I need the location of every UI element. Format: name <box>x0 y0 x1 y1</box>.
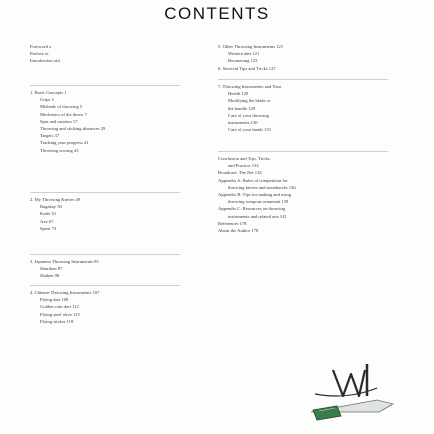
toc-entry[interactable]: Shaken 98 <box>40 273 60 279</box>
section-divider <box>30 254 180 255</box>
toc-entry[interactable]: Appendix B: Tips for making and using <box>218 192 291 197</box>
toc-entry[interactable]: 3. Japanese Throwing Instruments 85 <box>30 259 99 264</box>
section-divider <box>30 85 180 86</box>
page-title: CONTENTS <box>164 4 270 23</box>
knife-axe-logo-icon <box>307 350 397 428</box>
toc-entry[interactable]: Boomerang 123 <box>228 58 258 64</box>
toc-entry[interactable]: Appendix A: Rules of competition for <box>218 177 288 183</box>
toc-entry[interactable]: Preface xi <box>30 51 49 57</box>
toc-entry[interactable]: instruments and related arts 141 <box>228 213 287 219</box>
toc-entry[interactable]: Western dart 121 <box>228 51 260 57</box>
toc-entry[interactable]: Conclusion and Tips, Tricks, <box>218 156 271 161</box>
toc-entry[interactable]: Throwing scoring 43 <box>40 147 79 153</box>
knife-handle-icon <box>313 406 341 420</box>
section-divider <box>30 192 180 193</box>
toc-entry[interactable]: 6. Survival Tips and Tricks 127 <box>218 65 276 71</box>
toc-entry[interactable]: Shuriken 87 <box>40 266 63 272</box>
toc-entry[interactable]: Foreword x <box>30 44 52 49</box>
toc-entry[interactable]: 2. My Throwing Knives 49 <box>30 197 81 202</box>
toc-entry[interactable]: Bagakay 50 <box>40 204 62 210</box>
section-divider <box>218 151 388 152</box>
toc-entry[interactable]: Tracking your progress 41 <box>40 140 89 146</box>
logo-lines <box>315 364 377 396</box>
toc-entry[interactable]: and Practice 132 <box>228 163 259 169</box>
toc-entry[interactable]: Health 129 <box>228 91 249 97</box>
toc-entry[interactable]: Golden coin dart 112 <box>40 304 79 310</box>
toc-entry[interactable]: About the Author 178 <box>218 228 259 233</box>
toc-entry[interactable]: Broadcast: The Net 134 <box>218 170 262 176</box>
toc-entry[interactable]: Introduction xiii <box>30 58 60 64</box>
toc-entry[interactable]: Flying steel olive 115 <box>40 311 80 317</box>
toc-entry[interactable]: 5. Other Throwing Instruments 121 <box>218 44 284 49</box>
toc-entry[interactable]: Modifying the blade or <box>228 98 271 104</box>
section-divider <box>30 285 180 286</box>
toc-entry[interactable]: Targets 37 <box>40 133 60 139</box>
toc-entry[interactable]: Care of your throwing <box>228 112 269 118</box>
toc-entry[interactable]: References 178 <box>218 220 247 226</box>
toc-entry[interactable]: Spin and rotation 17 <box>40 118 78 124</box>
toc-entry[interactable]: 4. Chinese Throwing Instruments 107 <box>30 290 100 295</box>
toc-entry[interactable]: 7. Throwing Instruments and Your <box>218 84 282 89</box>
toc-entry[interactable]: the handle 129 <box>228 105 256 111</box>
toc-entry[interactable]: Knife 51 <box>40 211 57 217</box>
toc-entry[interactable]: 1. Basic Concepts 1 <box>30 90 67 95</box>
toc-entry[interactable]: Flying sticker 118 <box>40 318 74 324</box>
toc-entry[interactable]: Spear 73 <box>40 225 57 231</box>
toc-entry[interactable]: Grips 3 <box>40 97 54 103</box>
toc-entry[interactable]: Methods of throwing 5 <box>40 104 83 110</box>
toc-entry[interactable]: Care of your hands 131 <box>228 127 272 133</box>
toc-entry[interactable]: instruments 130 <box>228 120 258 125</box>
toc-entry[interactable]: Mechanics of the throw 7 <box>40 111 87 117</box>
section-divider <box>218 79 388 80</box>
toc-entry[interactable]: Axe 67 <box>40 218 54 224</box>
toc-entry[interactable]: throwing weapons ornament 139 <box>228 199 289 205</box>
toc-entry[interactable]: Flying dart 108 <box>40 297 69 303</box>
toc-entry[interactable]: Appendix C: Resources on throwing <box>218 206 286 212</box>
toc-entry[interactable]: throwing knives and tomahawks 136 <box>228 184 296 190</box>
toc-entry[interactable]: Throwing and sticking distances 29 <box>40 126 106 131</box>
